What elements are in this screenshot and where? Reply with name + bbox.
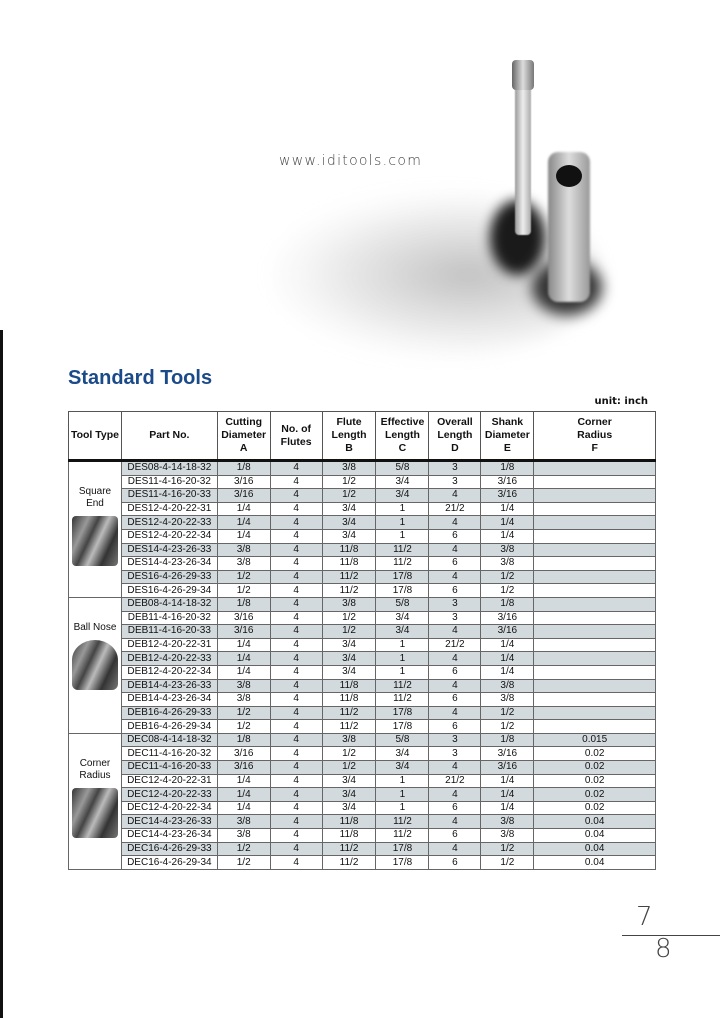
value-cell: 4 [270, 761, 322, 775]
part-number-cell: DES08-4-14-18-32 [121, 461, 217, 476]
column-header: No. of Flutes [270, 412, 322, 461]
table-row [69, 475, 656, 489]
value-cell: 11/2 [322, 570, 376, 584]
part-number-cell: DES16-4-26-29-34 [121, 584, 217, 598]
part-number-cell: DEB16-4-26-29-34 [121, 720, 217, 734]
value-cell: 21/2 [429, 774, 481, 788]
value-cell: 3/8 [322, 597, 376, 611]
table-row [69, 529, 656, 543]
value-cell: 3/4 [322, 652, 376, 666]
part-number-cell: DEB14-4-23-26-34 [121, 693, 217, 707]
value-cell: 3/4 [376, 475, 429, 489]
value-cell: 1/2 [481, 584, 534, 598]
value-cell: 11/2 [376, 557, 429, 571]
standard-tools-table [68, 411, 656, 870]
value-cell: 3/8 [217, 693, 270, 707]
value-cell: 4 [270, 665, 322, 679]
value-cell [534, 720, 656, 734]
value-cell: 4 [270, 543, 322, 557]
value-cell: 4 [270, 570, 322, 584]
table-row [69, 461, 656, 476]
value-cell: 3/4 [322, 502, 376, 516]
part-number-cell: DES12-4-20-22-31 [121, 502, 217, 516]
value-cell: 4 [270, 516, 322, 530]
value-cell: 0.04 [534, 842, 656, 856]
value-cell: 1/4 [481, 801, 534, 815]
value-cell: 4 [270, 638, 322, 652]
value-cell: 3/8 [217, 815, 270, 829]
value-cell [534, 584, 656, 598]
value-cell: 1/2 [481, 842, 534, 856]
part-number-cell: DEB11-4-16-20-33 [121, 625, 217, 639]
value-cell: 11/8 [322, 679, 376, 693]
part-number-cell: DEC16-4-26-29-34 [121, 856, 217, 870]
value-cell: 4 [270, 693, 322, 707]
value-cell: 1/8 [217, 733, 270, 747]
value-cell: 4 [270, 801, 322, 815]
square-end-mill-image [72, 516, 118, 566]
value-cell: 3/16 [217, 747, 270, 761]
value-cell: 1/2 [322, 475, 376, 489]
value-cell: 1/2 [217, 842, 270, 856]
value-cell: 5/8 [376, 733, 429, 747]
value-cell: 1/2 [322, 747, 376, 761]
value-cell: 1 [376, 665, 429, 679]
table-row [69, 761, 656, 775]
value-cell: 4 [270, 815, 322, 829]
part-number-cell: DEB11-4-16-20-32 [121, 611, 217, 625]
value-cell [534, 665, 656, 679]
value-cell: 3/4 [376, 625, 429, 639]
value-cell: 0.02 [534, 761, 656, 775]
table-row [69, 489, 656, 503]
value-cell: 3/16 [481, 761, 534, 775]
column-header: Overall Length D [429, 412, 481, 461]
value-cell: 1/4 [481, 529, 534, 543]
value-cell: 3/4 [322, 665, 376, 679]
value-cell: 1/4 [217, 665, 270, 679]
value-cell: 1/4 [481, 652, 534, 666]
value-cell: 3/4 [322, 801, 376, 815]
value-cell: 1/8 [217, 597, 270, 611]
value-cell: 11/2 [322, 720, 376, 734]
value-cell [534, 625, 656, 639]
value-cell: 3/16 [217, 761, 270, 775]
value-cell: 6 [429, 801, 481, 815]
value-cell: 4 [270, 720, 322, 734]
table-row [69, 625, 656, 639]
website-url: www.iditools.com [279, 153, 423, 169]
corner-radius-mill-image [72, 788, 118, 838]
value-cell: 1/4 [217, 516, 270, 530]
value-cell: 3/8 [481, 693, 534, 707]
part-number-cell: DES14-4-23-26-33 [121, 543, 217, 557]
value-cell [534, 461, 656, 476]
value-cell: 11/2 [376, 543, 429, 557]
value-cell: 3/8 [217, 679, 270, 693]
page-edge-bar [0, 330, 3, 1018]
value-cell [534, 597, 656, 611]
value-cell: 3/4 [322, 529, 376, 543]
page-number-right: 8 [655, 934, 672, 964]
value-cell: 1/4 [217, 638, 270, 652]
tool-type-cell: Corner Radius [69, 733, 122, 869]
value-cell: 3/8 [217, 543, 270, 557]
value-cell: 4 [429, 570, 481, 584]
value-cell: 17/8 [376, 570, 429, 584]
end-mill-image [515, 65, 531, 235]
value-cell [534, 543, 656, 557]
value-cell: 3/16 [481, 747, 534, 761]
value-cell: 1/2 [217, 706, 270, 720]
table-row [69, 774, 656, 788]
value-cell: 4 [429, 761, 481, 775]
value-cell: 1 [376, 529, 429, 543]
table-row [69, 597, 656, 611]
part-number-cell: DES11-4-16-20-32 [121, 475, 217, 489]
value-cell: 4 [270, 597, 322, 611]
value-cell: 0.015 [534, 733, 656, 747]
hero-tools-photo [250, 40, 670, 370]
table-row [69, 502, 656, 516]
value-cell: 21/2 [429, 502, 481, 516]
table-row [69, 801, 656, 815]
value-cell: 1/4 [217, 774, 270, 788]
value-cell: 3/16 [217, 611, 270, 625]
value-cell: 3/16 [481, 489, 534, 503]
value-cell: 1/4 [481, 774, 534, 788]
value-cell: 6 [429, 720, 481, 734]
value-cell: 1/8 [217, 461, 270, 476]
value-cell: 3/8 [481, 557, 534, 571]
tool-type-cell: Ball Nose [69, 597, 122, 733]
value-cell: 1/4 [481, 516, 534, 530]
part-number-cell: DEC12-4-20-22-33 [121, 788, 217, 802]
value-cell: 1/2 [322, 761, 376, 775]
page-number-left: 7 [636, 902, 653, 932]
part-number-cell: DEB16-4-26-29-33 [121, 706, 217, 720]
value-cell: 6 [429, 529, 481, 543]
value-cell: 4 [429, 489, 481, 503]
value-cell: 3 [429, 733, 481, 747]
value-cell: 1/4 [481, 665, 534, 679]
value-cell: 1 [376, 502, 429, 516]
part-number-cell: DEC08-4-14-18-32 [121, 733, 217, 747]
value-cell: 4 [270, 529, 322, 543]
table-row [69, 638, 656, 652]
table-row [69, 693, 656, 707]
value-cell: 11/2 [376, 815, 429, 829]
value-cell [534, 516, 656, 530]
table-row [69, 747, 656, 761]
value-cell: 1/2 [217, 720, 270, 734]
table-row [69, 543, 656, 557]
column-header: Flute Length B [322, 412, 376, 461]
table-row [69, 584, 656, 598]
value-cell: 4 [270, 829, 322, 843]
value-cell: 11/8 [322, 557, 376, 571]
value-cell: 5/8 [376, 597, 429, 611]
value-cell: 1/4 [481, 788, 534, 802]
table-row [69, 815, 656, 829]
table-row [69, 788, 656, 802]
part-number-cell: DEB12-4-20-22-34 [121, 665, 217, 679]
value-cell: 3/4 [322, 788, 376, 802]
value-cell: 3/8 [322, 461, 376, 476]
table-row [69, 706, 656, 720]
value-cell: 11/2 [376, 829, 429, 843]
value-cell: 3/16 [481, 611, 534, 625]
value-cell: 3/8 [217, 557, 270, 571]
value-cell: 21/2 [429, 638, 481, 652]
value-cell: 3 [429, 611, 481, 625]
value-cell: 1/2 [322, 625, 376, 639]
value-cell: 17/8 [376, 720, 429, 734]
value-cell: 4 [270, 475, 322, 489]
value-cell: 11/8 [322, 815, 376, 829]
part-number-cell: DEC14-4-23-26-33 [121, 815, 217, 829]
value-cell: 3/16 [217, 475, 270, 489]
value-cell: 4 [270, 652, 322, 666]
value-cell: 1/4 [217, 652, 270, 666]
value-cell: 6 [429, 584, 481, 598]
part-number-cell: DES11-4-16-20-33 [121, 489, 217, 503]
value-cell: 6 [429, 829, 481, 843]
part-number-cell: DEC14-4-23-26-34 [121, 829, 217, 843]
page-title: Standard Tools [68, 367, 213, 389]
table-row [69, 733, 656, 747]
value-cell: 1/2 [481, 856, 534, 870]
value-cell [534, 652, 656, 666]
value-cell: 0.04 [534, 829, 656, 843]
value-cell: 4 [270, 842, 322, 856]
value-cell: 1/2 [322, 489, 376, 503]
value-cell: 11/2 [376, 679, 429, 693]
value-cell: 3/4 [376, 611, 429, 625]
value-cell: 4 [270, 747, 322, 761]
value-cell: 4 [270, 856, 322, 870]
part-number-cell: DEB12-4-20-22-33 [121, 652, 217, 666]
value-cell: 0.02 [534, 788, 656, 802]
value-cell: 17/8 [376, 584, 429, 598]
value-cell: 3/8 [481, 543, 534, 557]
value-cell [534, 611, 656, 625]
column-header: Effective Length C [376, 412, 429, 461]
value-cell: 1/2 [481, 720, 534, 734]
value-cell: 11/2 [322, 584, 376, 598]
table-row [69, 829, 656, 843]
value-cell: 1/2 [217, 570, 270, 584]
value-cell: 3/8 [481, 829, 534, 843]
value-cell [534, 693, 656, 707]
value-cell: 4 [270, 625, 322, 639]
table-row [69, 720, 656, 734]
value-cell: 3/4 [376, 761, 429, 775]
value-cell [534, 475, 656, 489]
value-cell: 1/2 [481, 706, 534, 720]
value-cell: 4 [429, 625, 481, 639]
value-cell: 4 [270, 733, 322, 747]
value-cell: 11/8 [322, 543, 376, 557]
value-cell: 3/16 [217, 489, 270, 503]
value-cell: 11/2 [322, 706, 376, 720]
value-cell: 1/4 [217, 788, 270, 802]
value-cell: 1/4 [481, 502, 534, 516]
table-row [69, 652, 656, 666]
unit-label: unit: inch [594, 396, 648, 407]
value-cell: 3/8 [481, 679, 534, 693]
value-cell: 3 [429, 597, 481, 611]
part-number-cell: DEC12-4-20-22-31 [121, 774, 217, 788]
value-cell: 3/16 [481, 625, 534, 639]
column-header: Shank Diameter E [481, 412, 534, 461]
value-cell: 3 [429, 461, 481, 476]
value-cell: 0.02 [534, 801, 656, 815]
value-cell: 4 [429, 516, 481, 530]
part-number-cell: DEC11-4-16-20-32 [121, 747, 217, 761]
value-cell: 4 [270, 679, 322, 693]
column-header: Part No. [121, 412, 217, 461]
value-cell: 3 [429, 475, 481, 489]
part-number-cell: DEB08-4-14-18-32 [121, 597, 217, 611]
value-cell: 3/8 [322, 733, 376, 747]
value-cell: 1/4 [217, 502, 270, 516]
part-number-cell: DEB14-4-23-26-33 [121, 679, 217, 693]
value-cell: 4 [429, 788, 481, 802]
value-cell: 6 [429, 557, 481, 571]
value-cell: 4 [270, 461, 322, 476]
table-row [69, 611, 656, 625]
part-number-cell: DES12-4-20-22-33 [121, 516, 217, 530]
value-cell: 17/8 [376, 706, 429, 720]
value-cell: 11/8 [322, 693, 376, 707]
value-cell: 3/16 [217, 625, 270, 639]
value-cell: 11/2 [376, 693, 429, 707]
value-cell: 4 [270, 502, 322, 516]
value-cell: 1 [376, 801, 429, 815]
table-row [69, 856, 656, 870]
table-row [69, 842, 656, 856]
column-header: Tool Type [69, 412, 122, 461]
value-cell: 1 [376, 652, 429, 666]
value-cell: 4 [270, 489, 322, 503]
value-cell: 1/4 [481, 638, 534, 652]
value-cell [534, 638, 656, 652]
value-cell: 5/8 [376, 461, 429, 476]
part-number-cell: DES12-4-20-22-34 [121, 529, 217, 543]
value-cell: 11/8 [322, 829, 376, 843]
table-row [69, 665, 656, 679]
value-cell [534, 706, 656, 720]
column-header: Corner Radius F [534, 412, 656, 461]
value-cell [534, 489, 656, 503]
value-cell: 4 [429, 706, 481, 720]
value-cell: 3/4 [376, 489, 429, 503]
value-cell: 0.02 [534, 774, 656, 788]
value-cell: 1/4 [217, 801, 270, 815]
value-cell [534, 557, 656, 571]
value-cell: 1/8 [481, 597, 534, 611]
table-row [69, 516, 656, 530]
value-cell: 1/4 [217, 529, 270, 543]
value-cell: 3/4 [322, 774, 376, 788]
value-cell: 3/8 [481, 815, 534, 829]
value-cell: 4 [270, 557, 322, 571]
value-cell [534, 529, 656, 543]
tool-type-cell: Square End [69, 461, 122, 598]
part-number-cell: DES16-4-26-29-33 [121, 570, 217, 584]
value-cell: 1/2 [217, 856, 270, 870]
value-cell: 1/2 [217, 584, 270, 598]
part-number-cell: DEC16-4-26-29-33 [121, 842, 217, 856]
value-cell: 3/8 [217, 829, 270, 843]
value-cell: 0.02 [534, 747, 656, 761]
value-cell: 4 [270, 706, 322, 720]
ball-nose-mill-image [72, 640, 118, 690]
value-cell: 1/8 [481, 733, 534, 747]
part-number-cell: DEB12-4-20-22-31 [121, 638, 217, 652]
value-cell: 4 [429, 815, 481, 829]
part-number-cell: DEC12-4-20-22-34 [121, 801, 217, 815]
value-cell: 0.04 [534, 815, 656, 829]
table-row [69, 570, 656, 584]
table-row [69, 679, 656, 693]
value-cell: 3 [429, 747, 481, 761]
value-cell: 6 [429, 856, 481, 870]
value-cell: 1 [376, 516, 429, 530]
value-cell: 1 [376, 788, 429, 802]
value-cell: 4 [270, 788, 322, 802]
part-number-cell: DES14-4-23-26-34 [121, 557, 217, 571]
value-cell: 6 [429, 693, 481, 707]
value-cell: 1 [376, 774, 429, 788]
value-cell [534, 679, 656, 693]
table-row [69, 557, 656, 571]
value-cell: 1/2 [322, 611, 376, 625]
value-cell: 1/8 [481, 461, 534, 476]
value-cell: 11/2 [322, 856, 376, 870]
value-cell: 1 [376, 638, 429, 652]
value-cell: 3/4 [376, 747, 429, 761]
table-header-row [69, 412, 656, 461]
part-number-cell: DEC11-4-16-20-33 [121, 761, 217, 775]
value-cell: 17/8 [376, 842, 429, 856]
value-cell: 4 [270, 584, 322, 598]
value-cell: 1/2 [481, 570, 534, 584]
value-cell: 3/4 [322, 638, 376, 652]
value-cell: 3/16 [481, 475, 534, 489]
value-cell: 4 [429, 842, 481, 856]
value-cell: 4 [429, 652, 481, 666]
value-cell: 4 [429, 679, 481, 693]
value-cell [534, 570, 656, 584]
value-cell: 4 [429, 543, 481, 557]
value-cell: 4 [270, 611, 322, 625]
value-cell: 17/8 [376, 856, 429, 870]
value-cell: 6 [429, 665, 481, 679]
value-cell [534, 502, 656, 516]
value-cell: 3/4 [322, 516, 376, 530]
value-cell: 4 [270, 774, 322, 788]
value-cell: 11/2 [322, 842, 376, 856]
column-header: Cutting Diameter A [217, 412, 270, 461]
value-cell: 0.04 [534, 856, 656, 870]
